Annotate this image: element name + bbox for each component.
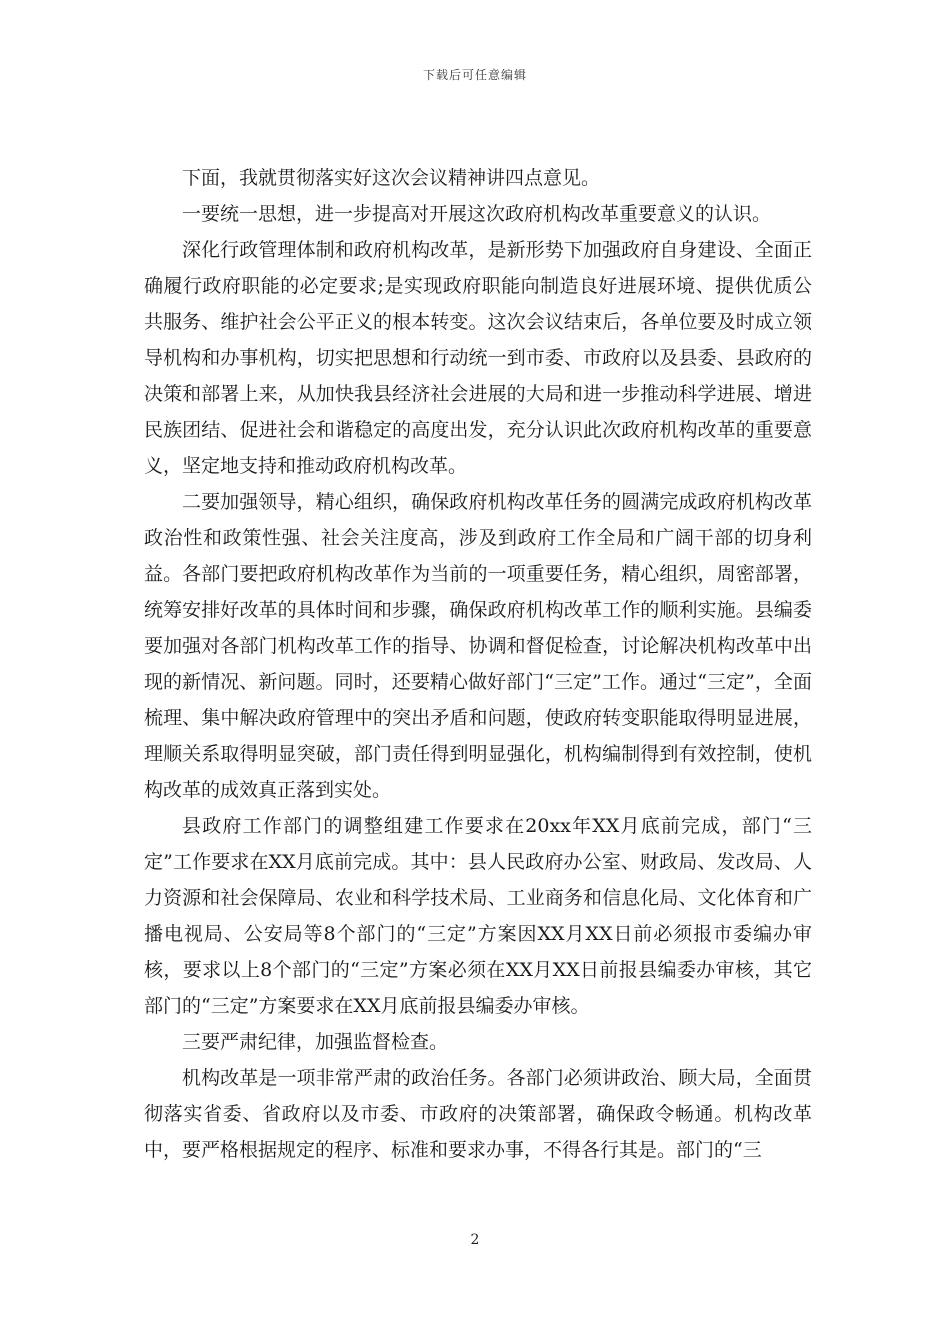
page-number: 2: [470, 1232, 480, 1248]
paragraph-point-one-heading: 一要统一思想，进一步提高对开展这次政府机构改革重要意义的认识。: [182, 203, 772, 225]
paragraph-schedule: 县政府工作部门的调整组建工作要求在20xx年XX月底前完成，部门“三定”工作要求在XX月底前完成。其中：县人民政府办公室、财政局、发改局、人力资源和社会保障局、农业和科学技术局、工业商务和信息化局、文化体育和广播电视局、公安局等8个部门的“三定”方案因XX月XX日前必须报市委编办审核，要求以上8个部门的“三定”方案必须在XX月XX日前报县编委办审核，其它部门的“三定”方案要求在XX月底前报县编委办审核。: [144, 815, 812, 1017]
paragraph-intro: 下面，我就贯彻落实好这次会议精神讲四点意见。: [182, 167, 601, 189]
paragraph-point-three-body: 机构改革是一项非常严肃的政治任务。各部门必须讲政治、顾大局，全面贯彻落实省委、省政府以及市委、市政府的决策部署，确保政令畅通。机构改革中，要严格根据规定的程序、标准和要求办事，不得各行其是。部门的“三: [144, 1067, 812, 1161]
paragraph-point-three-heading: 三要严肃纪律，加强监督检查。: [182, 1031, 449, 1053]
paragraph-point-two: 二要加强领导，精心组织，确保政府机构改革任务的圆满完成政府机构改革政治性和政策性强、社会关注度高，涉及到政府工作全局和广阔干部的切身利益。各部门要把政府机构改革作为当前的一项重要任务，精心组织，周密部署，统筹安排好改革的具体时间和步骤，确保政府机构改革工作的顺利实施。县编委要加强对各部门机构改革工作的指导、协调和督促检查，讨论解决机构改革中出现的新情况、新问题。同时，还要精心做好部门“三定”工作。通过“三定”，全面梳理、集中解决政府管理中的突出矛盾和问题，使政府转变职能取得明显进展，理顺关系取得明显突破，部门责任得到明显强化，机构编制得到有效控制，使机构改革的成效真正落到实处。: [144, 491, 812, 801]
page-header: 下载后可任意编辑: [422, 68, 527, 82]
document-body: [144, 160, 812, 1168]
paragraph-point-one-body: 深化行政管理体制和政府机构改革，是新形势下加强政府自身建设、全面正确履行政府职能的必定要求;是实现政府职能向制造良好进展环境、提供优质公共服务、维护社会公平正义的根本转变。这次会议结束后，各单位要及时成立领导机构和办事机构，切实把思想和行动统一到市委、市政府以及县委、县政府的决策和部署上来，从加快我县经济社会进展的大局和进一步推动科学进展、增进民族团结、促进社会和谐稳定的高度出发，充分认识此次政府机构改革的重要意义，坚定地支持和推动政府机构改革。: [144, 239, 812, 477]
